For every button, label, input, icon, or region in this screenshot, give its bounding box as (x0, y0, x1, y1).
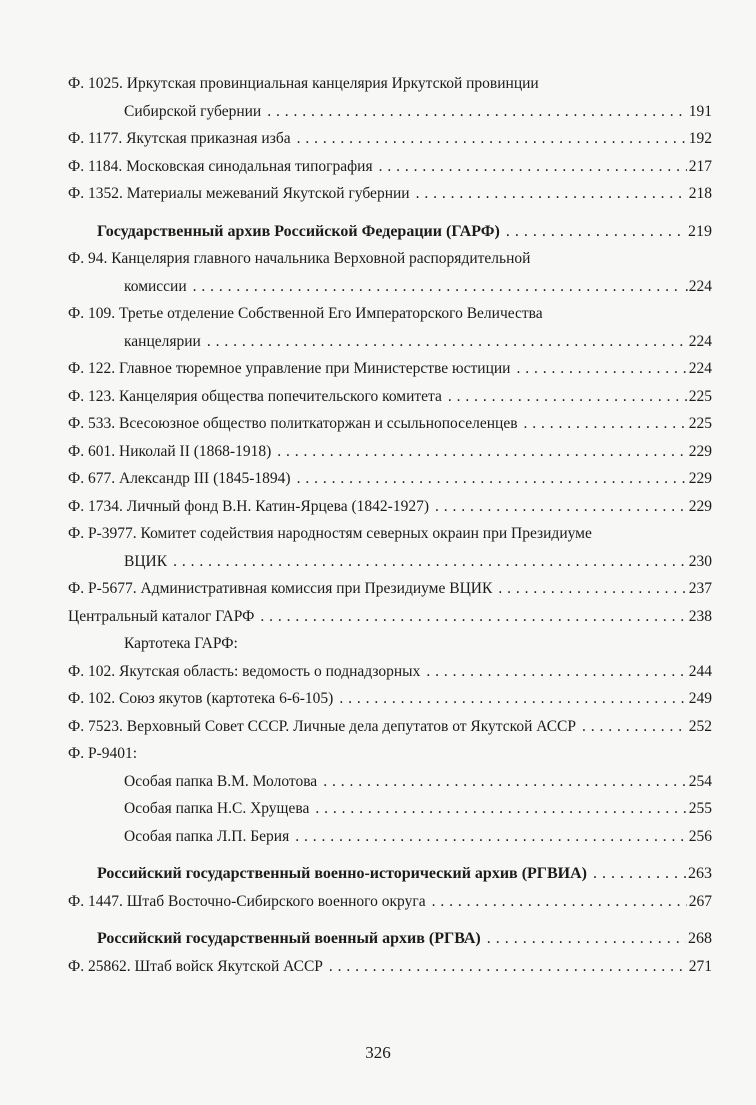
toc-page-number: 224 (688, 360, 712, 377)
toc-section-heading (68, 860, 712, 888)
toc-entry-text: комиссии (124, 277, 187, 295)
toc-page-number: 254 (688, 772, 712, 790)
toc-entry-text: Ф. 1447. Штаб Восточно-Сибирского военного округа (68, 892, 426, 910)
toc-entry-text: Ф. 25862. Штаб войск Якутской АССР (68, 957, 323, 975)
toc-page-number: 224 (688, 332, 712, 350)
toc-page-number: 237 (688, 580, 712, 597)
toc-entry-text: Сибирской губернии (124, 102, 262, 120)
toc-subheading (68, 630, 712, 658)
toc-leader-dots (373, 153, 687, 181)
toc-entry (68, 740, 712, 768)
toc-entry (68, 125, 712, 153)
toc-leader-dots (317, 768, 687, 796)
toc-entry (68, 245, 712, 273)
toc-heading-text: Российский государственный военно-исторический архив (РГВИА) (97, 865, 587, 882)
toc-entry-text: Ф. Р-9401: (68, 745, 138, 762)
toc-entry-text: Ф. 109. Третье отделение Собственной Его Императорского Величества (68, 305, 543, 322)
toc-page-number: 230 (688, 552, 712, 570)
toc-entry (68, 768, 712, 796)
toc-leader-dots (289, 823, 687, 851)
toc-entry-text: Ф. 94. Канцелярия главного начальника Верховной распорядительной (68, 250, 531, 267)
toc-entry (68, 520, 712, 548)
toc-leader-dots (291, 465, 687, 493)
toc-leader-dots (500, 218, 686, 246)
toc-entry (68, 493, 712, 521)
toc-entry (68, 953, 712, 981)
toc-entry (68, 603, 712, 631)
toc-entry (68, 465, 712, 493)
table-of-contents (68, 70, 712, 980)
toc-entry-text: Ф. 102. Союз якутов (картотека 6-6-105) (68, 690, 334, 707)
toc-entry-text: Ф. 1352. Материалы межеваний Якутской губернии (68, 185, 410, 202)
toc-entry (68, 98, 712, 126)
toc-page-number: 271 (688, 957, 712, 975)
toc-leader-dots (201, 328, 687, 356)
toc-page-number: 268 (688, 930, 712, 947)
toc-entry (68, 658, 712, 686)
toc-heading-text: Российский государственный военный архив (РГВА) (97, 930, 481, 947)
toc-leader-dots (518, 410, 687, 438)
toc-entry (68, 383, 712, 411)
toc-section-heading (68, 925, 712, 953)
toc-entry-text: Ф. 677. Александр III (1845-1894) (68, 470, 291, 487)
toc-entry-text: Центральный каталог ГАРФ (68, 607, 255, 625)
toc-entry (68, 70, 712, 98)
toc-entry-text: Ф. 123. Канцелярия общества попечительского комитета (68, 387, 442, 405)
toc-page-number: 229 (688, 497, 712, 515)
toc-entry (68, 438, 712, 466)
toc-entry (68, 575, 712, 603)
toc-page-number: 192 (688, 130, 712, 147)
toc-entry-text: Ф. 533. Всесоюзное общество политкаторжан и ссыльнопоселенцев (68, 415, 518, 432)
toc-entry-text: Картотека ГАРФ: (124, 635, 238, 652)
toc-entry-text: Ф. 7523. Верховный Совет СССР. Личные дела депутатов от Якутской АССР (68, 717, 577, 735)
toc-entry-text: Ф. 1734. Личный фонд В.Н. Катин-Ярцева (1842-1927) (68, 497, 429, 515)
toc-entry (68, 410, 712, 438)
toc-page-number: 256 (688, 827, 712, 845)
toc-page-number: 249 (688, 690, 712, 707)
toc-page-number: 219 (688, 222, 712, 240)
toc-leader-dots (323, 953, 687, 981)
toc-entry-text: Ф. Р-3977. Комитет содействия народностям северных окраин при Президиуме (68, 525, 592, 542)
toc-leader-dots (261, 98, 687, 126)
toc-entry (68, 300, 712, 328)
toc-leader-dots (429, 493, 687, 521)
toc-leader-dots (167, 548, 687, 576)
toc-leader-dots (510, 355, 686, 383)
toc-entry-text: Ф. 1177. Якутская приказная изба (68, 130, 291, 147)
toc-leader-dots (492, 575, 686, 603)
toc-entry-text: Особая папка Л.П. Берия (124, 827, 290, 845)
toc-page-number: 229 (688, 470, 712, 487)
toc-page-number: 191 (688, 102, 712, 120)
toc-page-number: 263 (688, 865, 712, 882)
toc-page-number: 218 (688, 185, 712, 202)
toc-entry (68, 888, 712, 916)
toc-entry (68, 153, 712, 181)
toc-leader-dots (481, 925, 686, 953)
toc-page-number: .224 (684, 277, 712, 295)
toc-entry-text: Особая папка Н.С. Хрущева (124, 800, 310, 817)
toc-page-number: 238 (688, 607, 712, 625)
toc-leader-dots (410, 180, 687, 208)
toc-entry (68, 823, 712, 851)
toc-page-number: 225 (688, 387, 712, 405)
toc-page-number: 252 (688, 717, 712, 735)
toc-leader-dots (333, 685, 686, 713)
toc-page-number: 244 (688, 662, 712, 680)
toc-page-number: 225 (688, 415, 712, 432)
toc-leader-dots (442, 383, 687, 411)
toc-leader-dots (426, 888, 687, 916)
toc-leader-dots (309, 795, 686, 823)
toc-leader-dots (187, 273, 683, 301)
toc-leader-dots (271, 438, 687, 466)
toc-section-heading (68, 218, 712, 246)
toc-entry-text: канцелярии (124, 332, 201, 350)
toc-entry (68, 355, 712, 383)
toc-page-number: 217 (688, 157, 712, 175)
toc-leader-dots (254, 603, 686, 631)
page-number: 326 (365, 1043, 391, 1062)
toc-entry-text: Ф. Р-5677. Административная комиссия при Президиуме ВЦИК (68, 580, 493, 597)
toc-leader-dots (420, 658, 686, 686)
toc-entry-text: Особая папка В.М. Молотова (124, 772, 318, 790)
toc-entry-text: ВЦИК (124, 552, 168, 570)
toc-page-number: 267 (688, 892, 712, 910)
toc-entry-text: Ф. 122. Главное тюремное управление при Министерстве юстиции (68, 360, 511, 377)
toc-leader-dots (576, 713, 687, 741)
toc-entry (68, 685, 712, 713)
toc-page-number: 229 (688, 442, 712, 460)
toc-entry (68, 273, 712, 301)
toc-entry (68, 328, 712, 356)
toc-entry (68, 180, 712, 208)
toc-entry (68, 713, 712, 741)
toc-entry-text: Ф. 102. Якутская область: ведомость о поднадзорных (68, 662, 421, 680)
toc-heading-text: Государственный архив Российской Федерации (ГАРФ) (97, 222, 500, 240)
toc-page-number: 255 (688, 800, 712, 817)
toc-entry-text: Ф. 601. Николай II (1868-1918) (68, 442, 272, 460)
toc-entry (68, 548, 712, 576)
toc-entry-text: Ф. 1025. Иркутская провинциальная канцелярия Иркутской провинции (68, 75, 539, 92)
toc-entry-text: Ф. 1184. Московская синодальная типография (68, 157, 373, 175)
toc-entry (68, 795, 712, 823)
toc-leader-dots (291, 125, 687, 153)
toc-leader-dots (587, 860, 686, 888)
